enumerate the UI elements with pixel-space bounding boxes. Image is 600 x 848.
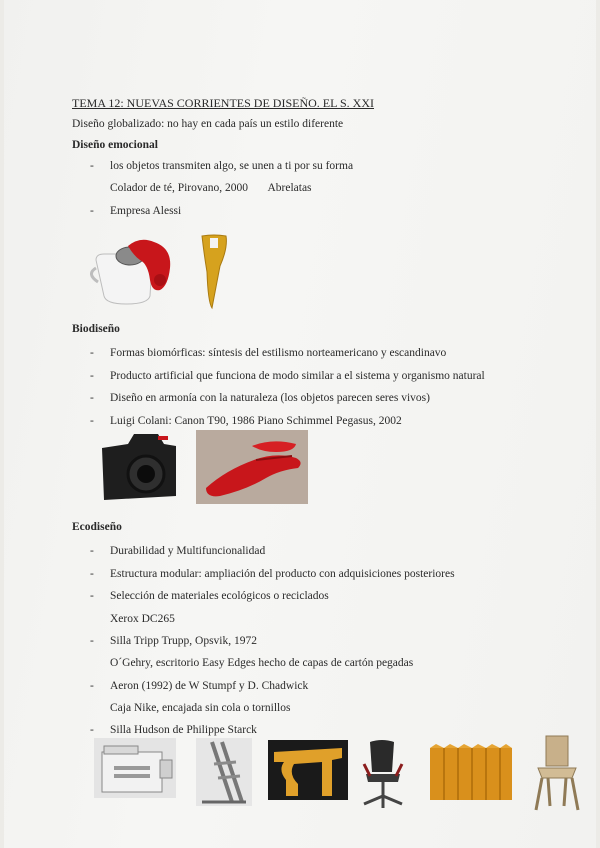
document-body [72, 96, 572, 226]
easy-edges-desk-image [268, 740, 348, 800]
xerox-image [94, 738, 176, 798]
list-biodiseno [72, 346, 572, 428]
heading-emocional: Diseño emocional [72, 139, 158, 152]
list-item: - Silla Tripp Trupp, Opsvik, 1972 [72, 634, 572, 648]
list-ecodiseno [72, 544, 572, 737]
section-ecodiseno [72, 520, 572, 746]
document-title: TEMA 12: NUEVAS CORRIENTES DE DISEÑO. EL S. XXI [72, 96, 375, 110]
list-item: - Aeron (1992) de W Stumpf y D. Chadwick [72, 679, 572, 693]
tea-strainer-image [90, 234, 176, 306]
tripp-trapp-chair-image [196, 738, 252, 806]
heading-ecodiseno: Ecodiseño [72, 521, 122, 533]
list-item: - Durabilidad y Multifuncionalidad [72, 544, 572, 558]
nike-box-image [428, 744, 514, 804]
camera-image [98, 430, 180, 506]
list-item: Colador de té, Pirovano, 2000 Abrelatas [110, 182, 312, 195]
list-item: - Estructura modular: ampliación del producto con adquisiciones posteriores [72, 567, 572, 581]
piano-image [196, 430, 308, 504]
list-item: Xerox DC265 [110, 612, 175, 625]
hudson-chair-image [532, 734, 582, 812]
list-emocional [72, 159, 572, 218]
bottle-opener-image [198, 232, 230, 310]
list-item: - Silla Hudson de Philippe Starck [72, 723, 572, 737]
list-item: O´Gehry, escritorio Easy Edges hecho de capas de cartón pegadas [110, 657, 414, 670]
heading-biodiseno: Biodiseño [72, 323, 120, 335]
aeron-chair-image [356, 738, 410, 810]
list-item: - los objetos transmiten algo, se unen a ti por su forma [72, 159, 572, 173]
list-item: - Formas biomórficas: síntesis del estilismo norteamericano y escandinavo [72, 346, 572, 360]
list-item: - Selección de materiales ecológicos o reciclados [72, 589, 572, 603]
list-item: - Empresa Alessi [72, 204, 572, 218]
list-item: - Producto artificial que funciona de modo similar a el sistema y organismo natural [72, 369, 572, 383]
list-item: Caja Nike, encajada sin cola o tornillos [110, 702, 291, 714]
list-item: - Diseño en armonía con la naturaleza (los objetos parecen seres vivos) [72, 391, 572, 405]
list-item: - Luigi Colani: Canon T90, 1986 Piano Schimmel Pegasus, 2002 [72, 414, 572, 428]
section-biodiseno [72, 322, 572, 436]
intro-text: Diseño globalizado: no hay en cada país un estilo diferente [72, 118, 344, 130]
